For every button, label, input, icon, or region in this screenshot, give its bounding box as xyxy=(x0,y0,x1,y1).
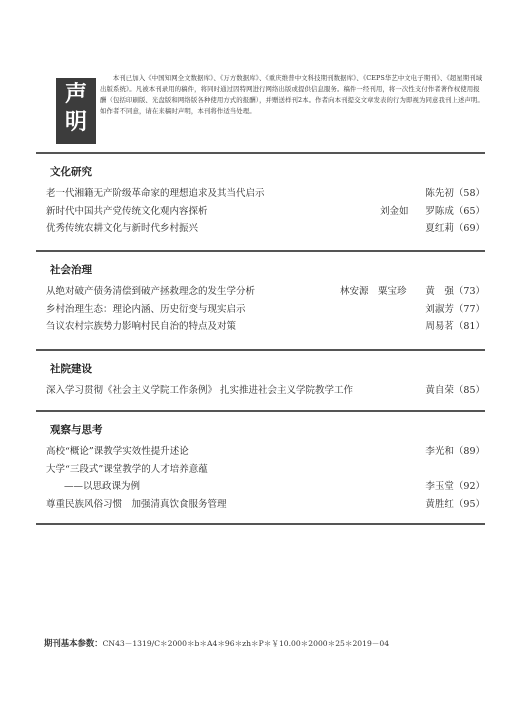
section-title: 社院建设 xyxy=(50,363,92,375)
article-author-page: 黄 强（73） xyxy=(425,286,485,297)
notice-stamp-char: 声 xyxy=(64,82,87,107)
article-author-page: 夏红莉（69） xyxy=(425,223,485,234)
section-divider xyxy=(36,523,485,525)
section-social-governance xyxy=(46,263,485,336)
section-divider xyxy=(36,349,485,351)
article-author-page: 黄自荣（85） xyxy=(425,385,485,396)
journal-parameters xyxy=(44,637,389,649)
article-title: 老一代湘籍无产阶级革命家的理想追求及其当代启示 xyxy=(46,188,265,199)
section-institute-building xyxy=(46,362,485,400)
article-author-page: 陈先初（58） xyxy=(425,188,485,199)
section-divider xyxy=(36,250,485,252)
article-title: 大学“三段式”课堂教学的人才培养意蕴 xyxy=(46,463,208,475)
article-coauthor: 刘金如 xyxy=(380,205,409,217)
copyright-notice xyxy=(50,64,485,142)
toc-entry[interactable] xyxy=(46,203,485,221)
toc-entry[interactable] xyxy=(46,382,485,400)
article-title: 乡村治理生态：理论内涵、历史衍变与现实启示 xyxy=(46,303,246,315)
section-title: 社会治理 xyxy=(50,264,92,276)
article-author-page: 刘淑芳（77） xyxy=(425,303,485,315)
article-title: 优秀传统农耕文化与新时代乡村振兴 xyxy=(46,223,199,234)
article-author-page: 周易茗（81） xyxy=(425,321,485,332)
toc-entry[interactable] xyxy=(46,220,485,238)
article-author-page: 黄胜红（95） xyxy=(425,498,485,510)
toc-entry-subtitle[interactable] xyxy=(50,478,485,496)
toc-entry[interactable] xyxy=(46,318,485,336)
article-subtitle: ——以思政课为例 xyxy=(64,481,141,492)
toc-entry[interactable] xyxy=(46,496,485,514)
section-title: 文化研究 xyxy=(50,166,92,178)
article-title: 高校“概论”课教学实效性提升述论 xyxy=(46,446,189,457)
article-author-page: 罗陈成（65） xyxy=(425,205,485,217)
article-title: 深入学习贯彻《社会主义学院工作条例》 扎实推进社会主义学院教学工作 xyxy=(46,385,354,396)
toc-entry[interactable] xyxy=(46,185,485,203)
article-title: 尊重民族风俗习惯 加强清真饮食服务管理 xyxy=(46,498,227,510)
article-coauthor: 林安源 粟宝珍 xyxy=(340,286,407,297)
journal-parameters-value: CN43－1319/C＊2000＊b＊A4＊96＊zh＊P＊￥10.00＊2000＊25＊2019－04 xyxy=(102,639,390,648)
article-author-page: 李玉堂（92） xyxy=(425,481,485,492)
section-observation-thinking xyxy=(46,423,485,513)
toc-entry[interactable] xyxy=(46,461,485,479)
article-title: 刍议农村宗族势力影响村民自治的特点及对策 xyxy=(46,321,237,332)
article-title: 新时代中国共产党传统文化观内容探析 xyxy=(46,205,208,217)
notice-stamp xyxy=(56,78,96,144)
section-title: 观察与思考 xyxy=(50,424,103,436)
toc-entry[interactable] xyxy=(46,301,485,319)
journal-parameters-label: 期刊基本参数： xyxy=(44,638,103,648)
toc-entry[interactable] xyxy=(46,443,485,461)
section-culture-research xyxy=(46,165,485,238)
notice-stamp-char: 明 xyxy=(64,110,87,135)
section-divider xyxy=(36,152,485,154)
article-title: 从绝对破产债务清偿到破产拯救理念的发生学分析 xyxy=(46,286,256,297)
article-author-page: 李光和（89） xyxy=(425,446,485,457)
toc-entry[interactable] xyxy=(46,283,485,301)
notice-text: 本刊已加入《中国知网全文数据库》、《万方数据库》、《重庆维普中文科技期刊数据库》、《CEPS华艺中文电子期刊》、《超星期刊域出版系统》。凡被本刊录用的稿件，将同时通过因特网进行网络出版或提供信息服务。稿件一经刊用，将一次性支付作者著作权使用报酬（包括印刷版、光盘版和网络版各种使用方式的报酬），并赠送样刊2本。作者向本刊提交文章发表的行为即视为同意我刊上述声明。如作者不同意，请在来稿时声明，本刊将作适当处理。 xyxy=(100,74,484,115)
section-divider xyxy=(36,410,485,412)
